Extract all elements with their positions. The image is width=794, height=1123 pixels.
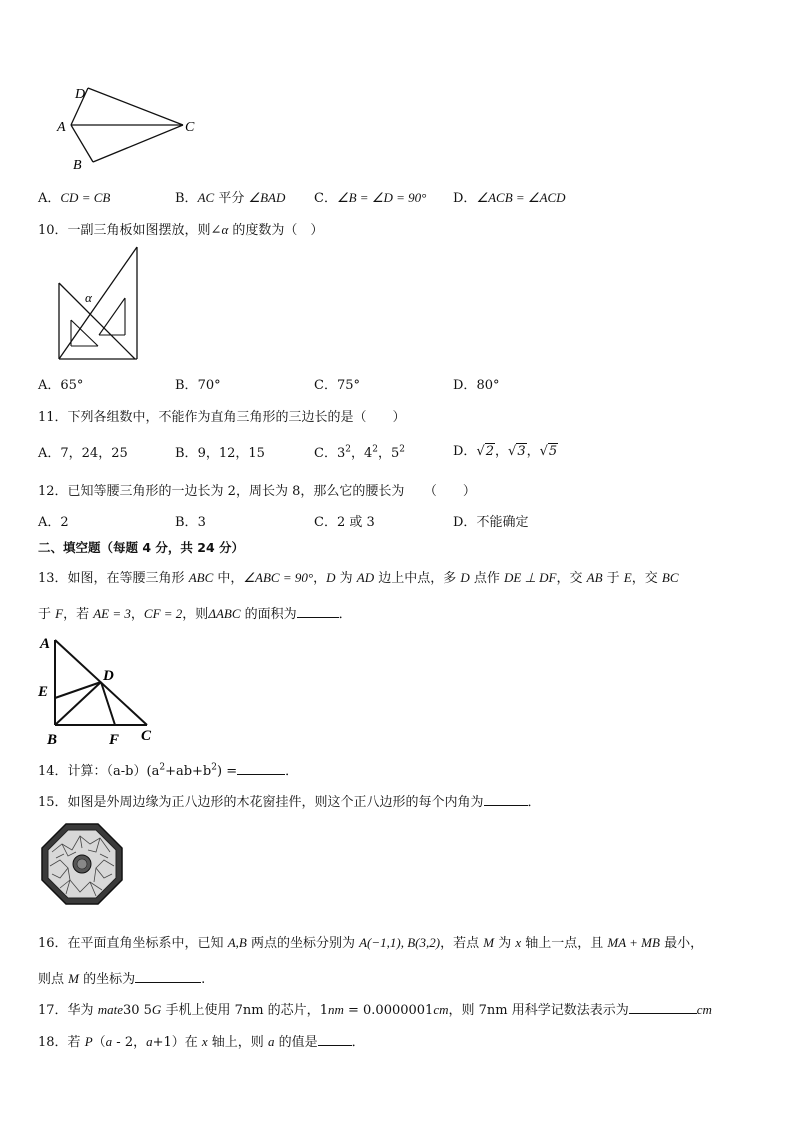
option-text: AC: [197, 190, 215, 205]
math: D: [460, 570, 470, 585]
math: G: [151, 1002, 162, 1017]
option-letter: B．: [175, 378, 198, 393]
label-c: C: [141, 728, 152, 744]
text: 两点的坐标分别为: [246, 936, 360, 951]
q16-line2: [38, 968, 205, 987]
text: 30 5: [122, 1003, 152, 1018]
text: 最小，: [659, 936, 704, 951]
option-text: ∠BAD: [248, 190, 286, 205]
math: D: [326, 570, 336, 585]
option-text: 不能确定: [476, 515, 529, 530]
q10-option-d: [453, 374, 499, 393]
q10-option-c: [314, 374, 360, 393]
text: 的值是: [274, 1035, 318, 1050]
math: ABC: [188, 570, 214, 585]
sqrt-5: √5: [539, 444, 558, 459]
label-f: F: [109, 732, 120, 748]
math: nm: [327, 1002, 344, 1017]
text: ，则 7nm 用科学记数法表示为: [448, 1003, 629, 1018]
radicand: 5: [548, 444, 558, 459]
option-text: 3: [197, 515, 206, 530]
math: a: [146, 1034, 153, 1049]
label-a: A: [57, 120, 66, 135]
q9-option-b: [175, 187, 285, 206]
power-base: 3: [336, 446, 346, 461]
option-letter: C．: [314, 378, 337, 393]
label-a: A: [40, 636, 51, 652]
text: 1: [319, 1003, 328, 1018]
text: 13．如图，在等腰三角形: [38, 571, 189, 586]
q15: [38, 791, 541, 810]
q9-option-a: [38, 187, 110, 206]
figure-q10-set-squares: [55, 243, 145, 363]
math: mate: [97, 1002, 123, 1017]
q12-stem: 12．已知等腰三角形的一边长为 2，周长为 8，那么它的腰长为 （ ）: [38, 484, 476, 499]
q10-option-a: [38, 374, 83, 393]
option-text: 2 或 3: [336, 515, 375, 530]
math: AE = 3: [93, 606, 131, 621]
label-b: B: [47, 732, 58, 748]
text: ，若点: [440, 936, 484, 951]
option-letter: B．: [175, 191, 198, 206]
math: AD: [356, 570, 375, 585]
text: 15．如图是外周边缘为正八边形的木花窗挂件，则这个正八边形的每个内角为: [38, 795, 484, 810]
option-text: ∠B = ∠D = 90°: [336, 190, 427, 205]
option-text: 7，24，25: [60, 446, 128, 461]
option-text: 70°: [197, 378, 221, 393]
math: x: [515, 935, 522, 950]
math: A,B: [227, 935, 247, 950]
text: ．: [527, 795, 541, 810]
math: cm: [433, 1002, 449, 1017]
math: ∠ABC = 90°: [243, 570, 314, 585]
text: ．: [338, 607, 352, 622]
option-text: 平分: [214, 191, 249, 206]
segment-bc: [93, 125, 183, 162]
option-letter: D．: [453, 515, 477, 530]
text: ．: [285, 764, 299, 779]
math: DE ⊥ DF: [504, 570, 557, 585]
option-text: 9，12，15: [197, 446, 265, 461]
text: 为: [335, 571, 357, 586]
math: CF = 2: [143, 606, 183, 621]
option-text: ∠ACB = ∠ACD: [476, 190, 566, 205]
option-letter: A．: [38, 191, 61, 206]
option-letter: B．: [175, 446, 198, 461]
math: MA + MB: [607, 935, 660, 950]
text: 的面积为: [240, 607, 297, 622]
answer-blank[interactable]: [318, 1033, 352, 1046]
math: F: [55, 606, 64, 621]
text: .: [201, 972, 206, 987]
section-title-fill-in: 二、填空题（每题 4 分，共 24 分）: [38, 540, 245, 555]
math: a: [267, 1034, 275, 1049]
q11-option-d: [453, 440, 558, 459]
math: cm: [696, 1002, 712, 1017]
segment: [71, 320, 98, 346]
q13-line2: [38, 603, 352, 622]
option-letter: A．: [38, 378, 61, 393]
math: A(−1,1), B(3,2): [359, 935, 441, 950]
q16-line1: [38, 932, 703, 951]
exp: 2: [211, 762, 217, 773]
segment-dc: [88, 88, 183, 125]
figure-q13-triangle: [35, 630, 165, 750]
text: ，交: [631, 571, 662, 586]
option-text: 2: [60, 515, 69, 530]
text: 点作: [469, 571, 505, 586]
stem-text: 的度数为（ ）: [228, 223, 324, 238]
text: ，交: [556, 571, 587, 586]
text: 17．华为: [38, 1003, 98, 1018]
center-dot: [77, 859, 87, 869]
math: x: [201, 1034, 208, 1049]
q12-option-b: [175, 511, 206, 530]
option-letter: D．: [453, 444, 477, 459]
text: ．: [351, 1035, 365, 1050]
answer-blank[interactable]: [237, 762, 285, 775]
stem-text: 10．一副三角板如图摆放，则∠: [38, 223, 222, 238]
segment-ab: [71, 125, 93, 162]
text: 为: [494, 936, 516, 951]
text: 16．在平面直角坐标系中，已知: [38, 936, 228, 951]
text: 14．计算：（a-b）(a: [38, 764, 160, 779]
q14: [38, 760, 298, 779]
text: 中，: [213, 571, 244, 586]
q11-option-b: [175, 442, 265, 461]
text: 于: [602, 571, 624, 586]
stem-alpha: α: [221, 222, 229, 237]
option-letter: A．: [38, 446, 61, 461]
text: ，则: [182, 607, 209, 622]
option-letter: A．: [38, 515, 61, 530]
power-exp: 2: [372, 444, 378, 455]
segment-bd: [55, 682, 101, 725]
q10-stem: [38, 219, 323, 238]
q11-option-c: [314, 442, 405, 461]
label-e: E: [38, 684, 49, 700]
math: M: [68, 971, 79, 986]
q11-option-a: [38, 442, 128, 461]
q9-option-d: [453, 187, 566, 206]
text: （: [92, 1035, 106, 1050]
option-letter: C．: [314, 515, 337, 530]
text: 于: [38, 607, 56, 622]
text: 边上中点，多: [374, 571, 461, 586]
exp: 2: [159, 762, 166, 773]
separator: ，: [495, 444, 509, 459]
text: +1）在: [152, 1035, 202, 1050]
text: ，: [130, 607, 144, 622]
math: a: [105, 1034, 113, 1049]
answer-blank[interactable]: [629, 1001, 697, 1014]
math: M: [483, 935, 495, 950]
text: 则点: [38, 972, 69, 987]
option-letter: D．: [453, 191, 477, 206]
label-d: D: [103, 668, 114, 684]
sqrt-2: √2: [476, 444, 495, 459]
q10-option-b: [175, 374, 221, 393]
sqrt-3: √3: [508, 444, 526, 459]
text: 的坐标为: [78, 972, 136, 987]
option-letter: C．: [314, 191, 337, 206]
option-letter: B．: [175, 515, 198, 530]
q11-stem: 11．下列各组数中，不能作为直角三角形的三边长的是（ ）: [38, 410, 406, 425]
text: 18．若: [38, 1035, 85, 1050]
q18: [38, 1031, 365, 1050]
option-text: 75°: [336, 378, 360, 393]
q12-option-c: [314, 511, 375, 530]
label-b: B: [73, 158, 82, 173]
q9-option-c: [314, 187, 426, 206]
text: ，若: [63, 607, 94, 622]
option-letter: D．: [453, 378, 477, 393]
option-text: 65°: [60, 378, 84, 393]
q13-line1: [38, 567, 679, 586]
option-text: CD = CB: [60, 190, 111, 205]
separator: ，: [526, 444, 540, 459]
segment: [99, 298, 125, 335]
power-base: 4: [363, 446, 373, 461]
power-base: 5: [391, 446, 400, 461]
separator: ，: [350, 446, 364, 461]
segment: [59, 283, 135, 359]
math: P: [84, 1034, 93, 1049]
radicand: 2: [485, 444, 495, 459]
math: E: [623, 570, 632, 585]
q12-option-a: [38, 511, 69, 530]
option-text: 80°: [476, 378, 500, 393]
text: ，: [313, 571, 327, 586]
answer-blank[interactable]: [297, 605, 339, 618]
math: BC: [661, 570, 679, 585]
q12-option-d: [453, 511, 528, 530]
math: ΔABC: [208, 606, 241, 621]
figure-q9-quadrilateral: [55, 80, 205, 175]
label-alpha: α: [85, 290, 92, 305]
label-d: D: [75, 87, 86, 102]
label-c: C: [185, 120, 195, 135]
q17: [38, 999, 712, 1018]
math: AB: [586, 570, 603, 585]
text: - 2，: [112, 1035, 147, 1050]
power-exp: 2: [345, 444, 351, 455]
text: 手机上使用 7nm 的芯片，: [161, 1003, 320, 1018]
text: ) =: [217, 764, 238, 779]
radicand: 3: [517, 444, 526, 459]
answer-blank[interactable]: [135, 970, 201, 983]
segment-de: [55, 682, 101, 698]
option-letter: C．: [314, 446, 337, 461]
text: 轴上，则: [207, 1035, 268, 1050]
separator: ，: [378, 446, 392, 461]
answer-blank[interactable]: [484, 793, 528, 806]
figure-q15-octagon-window: [40, 822, 124, 906]
text: +ab+b: [165, 764, 212, 779]
text: 轴上一点，且: [521, 936, 608, 951]
text: = 0.0000001: [343, 1003, 434, 1018]
power-exp: 2: [399, 444, 406, 455]
